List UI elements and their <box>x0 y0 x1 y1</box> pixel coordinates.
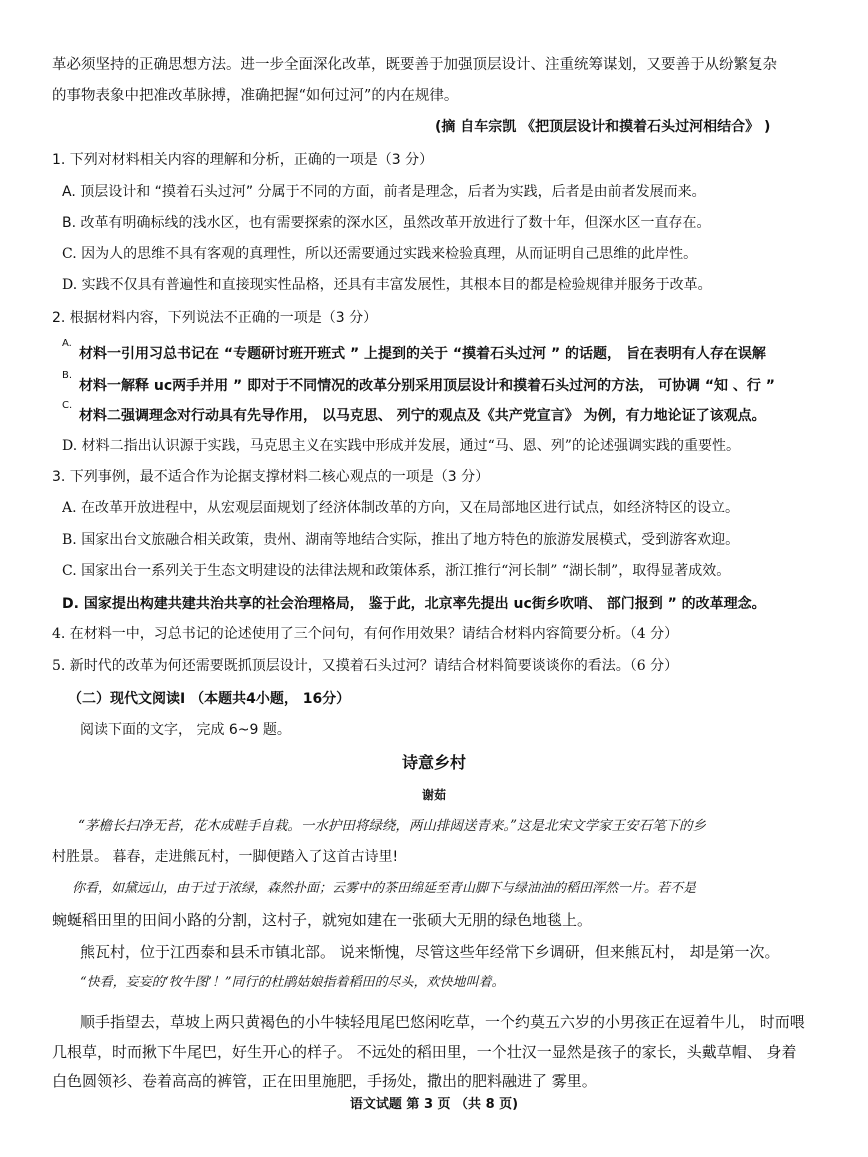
option-label: A. <box>62 338 72 349</box>
question-5: 5. 新时代的改革为何还需要既抓顶层设计，又摸着石头过河？请结合材料简要谈谈你的看法。（6 分） <box>52 658 679 674</box>
question-3-stem: 3. 下列事例，最不适合作为论据支撑材料二核心观点的一项是（3 分） <box>52 469 490 485</box>
passage-line: 革必须坚持的正确思想方法。进一步全面深化改革，既要善于加强顶层设计、注重统筹谋划，又要善于从纷繁复杂 <box>52 57 777 73</box>
option-label: B. <box>62 370 73 381</box>
option-label: C. <box>62 400 73 411</box>
section-heading: （二）现代文阅读Ⅰ （本题共4小题， 16分） <box>68 691 351 707</box>
passage-line: 的事物表象中把准改革脉搏，准确把握“如何过河”的内在规律。 <box>52 88 459 104</box>
q2-option-a <box>62 338 842 364</box>
essay-paragraph: “快看，妄妄的‘牧牛图’！”同行的杜鹃姑娘指着稻田的尽头，欢快地叫着。 <box>80 975 505 990</box>
section-instruction: 阅读下面的文字， 完成 6~9 题。 <box>80 722 291 738</box>
question-2-stem: 2. 根据材料内容，下列说法不正确的一项是（3 分） <box>52 310 378 326</box>
option-text: 材料一解释 uc两手并用 ” 即对于不同情况的改革分别采用顶层设计和摸着石头过河的方法， 可协调 “知 、行 ” <box>79 378 775 394</box>
option-text: 材料二强调理念对行动具有先导作用， 以马克思、 列宁的观点及《共产党宣言》 为例，有力地论证了该观点。 <box>79 408 766 424</box>
q3-option-c: C. 国家出台一系列关于生态文明建设的法律法规和政策体系，浙江推行“河长制” “湖长制”，取得显著成效。 <box>62 563 731 579</box>
q1-option-b: B. 改革有明确标线的浅水区，也有需要探索的深水区，虽然改革开放进行了数十年，但深水区一直存在。 <box>62 215 711 231</box>
question-4: 4. 在材料一中，习总书记的论述使用了三个问句，有何作用效果？请结合材料内容简要分析。（4 分） <box>52 626 679 642</box>
option-text: 材料一引用习总书记在 “专题研讨班开班式 ” 上提到的关于 “摸着石头过河 ” 的话题， 旨在表明有人存在误解 <box>79 346 766 362</box>
essay-title: 诗意乡村 <box>401 753 466 772</box>
essay-paragraph: 村胜景。 暮春，走进熊瓦村，一脚便踏入了这首古诗里! <box>52 849 399 865</box>
passage-source: (摘 自车宗凯 《把顶层设计和摸着石头过河相结合》 ) <box>435 119 771 135</box>
essay-paragraph: 熊瓦村，位于江西泰和县禾市镇北部。 说来惭愧，尽管这些年经常下乡调研，但来熊瓦村， 却是第一次。 <box>80 943 780 961</box>
q1-option-c: C. 因为人的思维不具有客观的真理性，所以还需要通过实践来检验真理，从而证明自己思维的此岸性。 <box>62 246 698 262</box>
q2-option-b <box>62 370 842 396</box>
question-1-stem: 1. 下列对材料相关内容的理解和分析，正确的一项是（3 分） <box>52 152 434 168</box>
q2-option-c <box>62 400 842 426</box>
essay-paragraph: “茅檐长扫净无苔，花木成畦手自栽。一水护田将绿绕，两山排闼送青来。”这是北宋文学家王安石笔下的乡 <box>78 818 707 834</box>
essay-paragraph: 蜿蜒稻田里的田间小路的分割，这村子，就宛如建在一张硕大无朋的绿色地毯上。 <box>52 911 593 929</box>
essay-paragraph: 白色圆领衫、卷着高高的裤管，正在田里施肥，手扬处，撒出的肥料融进了 雾里。 <box>52 1072 597 1090</box>
q1-option-a: A. 顶层设计和 “摸着石头过河” 分属于不同的方面，前者是理念，后者为实践，后者是由前者发展而来。 <box>62 184 706 200</box>
q3-option-b: B. 国家出台文旅融合相关政策，贵州、湖南等地结合实际，推出了地方特色的旅游发展模式，受到游客欢迎。 <box>62 532 740 548</box>
essay-author: 谢茹 <box>421 788 446 802</box>
q3-option-a: A. 在改革开放进程中，从宏观层面规划了经济体制改革的方向，又在局部地区进行试点，如经济特区的设立。 <box>62 500 740 516</box>
page-footer: 语文试题 第 3 页 （共 8 页) <box>349 1097 519 1112</box>
q2-option-d: D. 材料二指出认识源于实践，马克思主义在实践中形成并发展，通过“马、恩、列”的论述强调实践的重要性。 <box>62 438 740 454</box>
q3-option-d: D. 国家提出构建共建共治共享的社会治理格局， 鉴于此，北京率先提出 uc街乡吹哨、 部门报到 ” 的改革理念。 <box>62 596 766 612</box>
essay-paragraph: 你看，如黛远山，由于过于浓绿，森然扑面；云雾中的茶田绵延至青山脚下与绿油油的稻田浑然一片。若不是 <box>72 881 697 896</box>
q1-option-d: D. 实践不仅具有普遍性和直接现实性品格，还具有丰富发展性，其根本目的都是检验规律并服务于改革。 <box>62 277 712 293</box>
essay-paragraph: 几根草，时而揪下牛尾巴，好生开心的样子。 不远处的稻田里，一个壮汉一显然是孩子的家长，头戴草帽、 身着 <box>52 1043 797 1061</box>
essay-paragraph: 顺手指望去，草坡上两只黄褐色的小牛犊轻甩尾巴悠闲吃草，一个约莫五六岁的小男孩正在逗着牛儿， 时而喂 <box>80 1013 805 1031</box>
